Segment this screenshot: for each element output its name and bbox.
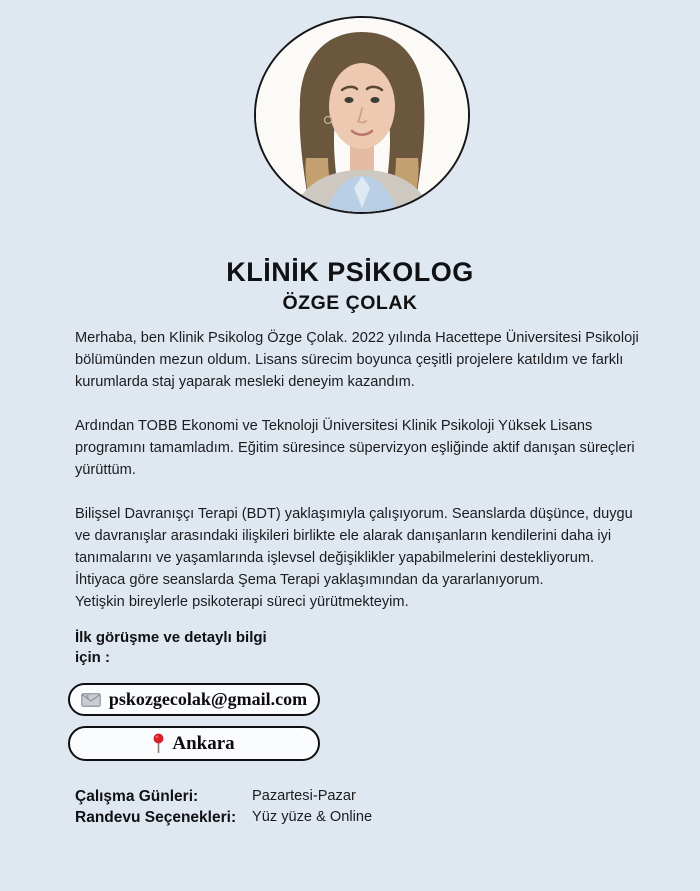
email-button-label: pskozgecolak@gmail.com bbox=[108, 689, 308, 710]
location-button-label: Ankara bbox=[172, 732, 235, 754]
profile-photo-illustration bbox=[256, 18, 468, 212]
detail-label: Randevu Seçenekleri: bbox=[75, 809, 237, 827]
detail-value: Pazartesi-Pazar bbox=[252, 788, 356, 805]
bio-paragraph: Bilişsel Davranışçı Terapi (BDT) yaklaşımıyla çalışıyorum. Seanslarda düşünce, duygu ve davranışlar arasındaki ilişkileri birlikte ele alarak danışanların kendilerini daha iyi tanımalarını ve yaşamlarında işlevsel değişiklikler yapabilmelerini destekliyorum. İhtiyaca göre seanslarda Şema Terapi yaklaşımından da yararlanıyorum. bbox=[75, 506, 633, 589]
map-pin-icon bbox=[153, 733, 164, 754]
detail-value: Yüz yüze & Online bbox=[252, 809, 373, 826]
detail-label: Çalışma Günleri: bbox=[75, 788, 199, 806]
bio-paragraph: Ardından TOBB Ekonomi ve Teknoloji Üniversitesi Klinik Psikoloji Yüksek Lisans programını tamamladım. Eğitim süresince süpervizyon eşliğinde aktif danışan süreçleri yürüttüm. bbox=[75, 418, 635, 479]
email-button[interactable] bbox=[68, 683, 320, 716]
profile-name: ÖZGE ÇOLAK bbox=[282, 291, 418, 314]
profile-photo bbox=[254, 16, 470, 214]
contact-heading: İlk görüşme ve detaylı bilgi için : bbox=[75, 629, 267, 667]
detail-row-working-days bbox=[75, 786, 700, 807]
bio-paragraph: Yetişkin bireylerle psikoterapi süreci yürütmekteyim. bbox=[75, 594, 409, 611]
detail-row-appointment-options bbox=[75, 807, 700, 828]
contact-buttons bbox=[68, 683, 320, 761]
bio-section bbox=[75, 327, 647, 613]
bio-paragraph: Merhaba, ben Klinik Psikolog Özge Çolak. 2022 yılında Hacettepe Üniversitesi Psikoloji bölümünden mezun oldum. Lisans sürecim boyunca çeşitli projelere katıldım ve farklı kurumlarda staj yaparak mesleki deneyim kazandım. bbox=[75, 330, 639, 391]
page-title: KLİNİK PSİKOLOG bbox=[226, 257, 474, 287]
details-section bbox=[75, 786, 700, 828]
svg-text:E: E bbox=[86, 693, 90, 699]
location-button[interactable] bbox=[68, 726, 320, 761]
envelope-icon bbox=[81, 693, 101, 707]
